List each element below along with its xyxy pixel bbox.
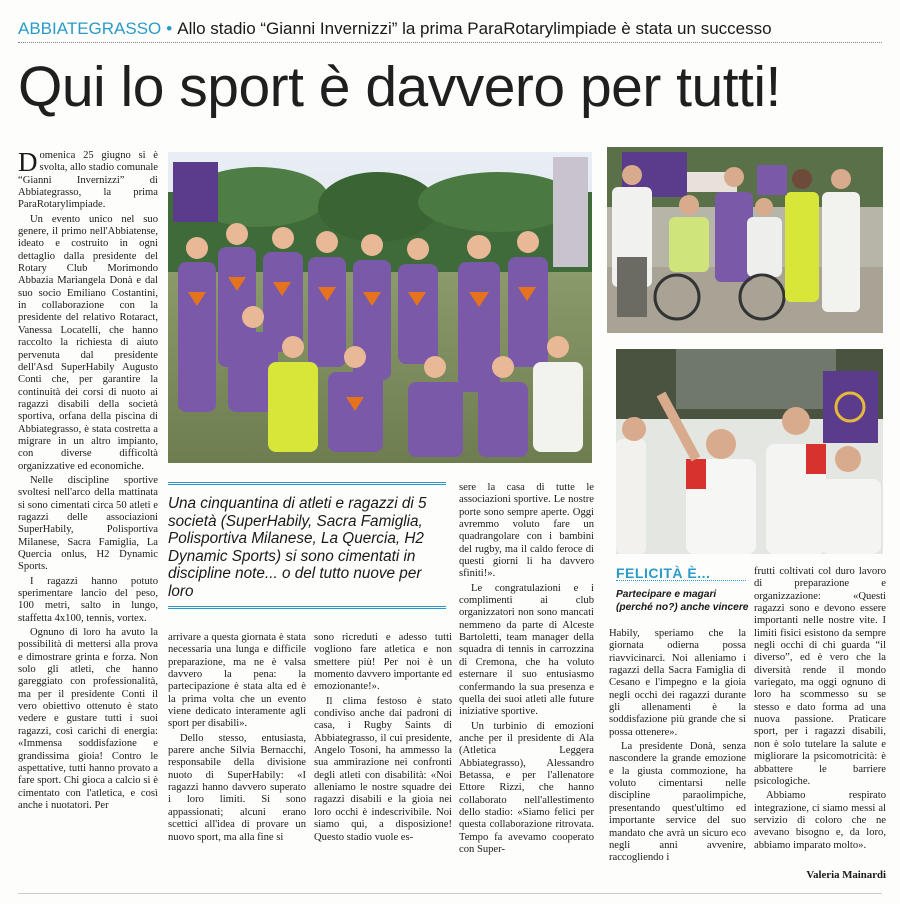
article-column-6 [754,566,886,852]
col6-paragraph-1: frutti coltivati col duro lavoro di preparazione e organizzazione: «Questi ragazzi sono e devono essere importanti nelle nostre vite. I limiti fisici esistono da sempre negli occhi di chi guarda “il diverso”, ed è vero che la diversità rende il mondo variegato, ma oggi ognuno di loro ha scommesso su se stesso e dato forma ad una nuova passione. Praticare sport, per i ragazzi disabili, non è solo tutelare la salute e migliorare la psicomotricità: è abbattere le barriere psicologiche. [754,566,886,787]
author-signature: Valeria Mainardi [806,869,886,881]
photo-wheelchair-athletes [607,147,883,333]
col4-paragraph-3: Un turbinio di emozioni anche per il presidente di Ala (Atletica Leggera Abbiategrasso), Alessandro Betassa, e per l'allenatore Ettore Rizzi, che hanno collaborato nell'allestimento dello stadio: «Siamo felici per questa collaborazione ritrovata. Tempo fa avevamo cooperato con Super- [459,720,594,855]
col3-paragraph-2: Il clima festoso è stato condiviso anche dai padroni di casa, i Rugby Saints di Abbiategrasso, il cui presidente, Angelo Tosoni, ha ammesso la sua ammirazione nei confronti degli atleti con disabilità: «Noi alleniamo le nostre squadre dei ragazzi disabili e la gioia nei loro occhi è indescrivibile. Noi siamo qui, a disposizione! Questo stadio vuole es- [314,695,452,843]
pull-quote-text: Una cinquantina di atleti e ragazzi di 5 società (SuperHabily, Sacra Famiglia, Polisportiva Milanese, La Quercia, H2 Dynamic Sports) si sono cimentati in discipline note... o del tutto nuove per loro [168,495,427,600]
kicker [18,18,888,40]
kicker-place: ABBIATEGRASSO [18,19,162,38]
kicker-separator: • [166,19,173,38]
kicker-subtitle: Allo stadio “Gianni Invernizzi” la prima ParaRotarylimpiade è stata un successo [177,19,772,38]
col5-paragraph-1: Habily, speriamo che la giornata odierna possa riavvicinarci. Noi alleniamo i ragazzi della Sacra Famiglia di Cesano e l'impegno e la gioia negli occhi dei ragazzi durante gli allenamenti è la soddisfazione più grande che si possa ottenere». [609,628,746,738]
dropcap: D [18,147,38,177]
col1-paragraph-2: Un evento unico nel suo genere, il primo nell'Abbiatense, ideato e costruito in ogni dettaglio dalla presidente del Rotary Club Morimondo Abbazia Mariangela Donà e dal suo socio Emiliano Costantini, in collaborazione con la presidente del relativo Rotaract, Vanessa Locatelli, che hanno raccolto la richiesta di aiuto pervenuta dal presidente dell'Asd SuperHabily Augusto Conti che, per garantire la continuità dei corsi di nuoto ai ragazzi disabili della società sportiva, orfana della piscina di Abbiategrasso, è stata costretta a migrare in un altro impianto, con diverse difficoltà organizzative ed economiche. [18,213,158,472]
photo-celebration [616,349,883,554]
col5-paragraph-2: La presidente Donà, senza nascondere la grande emozione e la giusta commozione, ha voluto cimentarsi nelle discipline paraolimpiche, presentando quest'ultimo ed importante service del suo mandato che avrà un sicuro eco negli anni avvenire, raccogliendo i [609,741,746,864]
article-column-3 [314,632,452,844]
pull-quote [168,482,446,609]
box-subtitle: Partecipare e magari (perché no?) anche vincere [616,589,749,613]
col1-paragraph-1: Domenica 25 giugno si è svolta, allo stadio comunale “Gianni Invernizzi” di Abbiategrasso, la prima ParaRotarylimpiade. [18,147,158,211]
box-divider [616,580,746,581]
box-title: FELICITÀ È... [616,565,711,581]
col1-paragraph-3: Nelle discipline sportive svoltesi nell'arco della mattinata si sono cimentati circa 50 atleti e ragazzi delle associazioni SuperHabily, Polisportiva Milanese, Sacra Famiglia, La Quercia onlus, H2 Dynamic Sports. [18,474,158,573]
col1-paragraph-5: Ognuno di loro ha avuto la possibilità di mettersi alla prova e dimostrare grinta e forza. Non solo gli atleti, che hanno gareggiato con professionalità, ma per il presidente Conti il vero obiettivo ottenuto è stato vedere e gustare tutti i suoi ragazzi, così carichi di energia: «Immensa soddisfazione e grandissima gioia! Contro le aspettative, tutti hanno provato a fare sport. Chi gioca a calcio si è cimentato con l'atletica, e così anche i nuotatori. Per [18,627,158,811]
col2-paragraph-1: arrivare a questa giornata è stata necessaria una lunga e difficile preparazione, ma ne è valsa davvero la pena: la partecipazione è stata alta ed è la prima volta che un evento viene dedicato interamente agli sport per disabili». [168,632,306,730]
article-column-1 [18,147,158,812]
col2-paragraph-2: Dello stesso, entusiasta, parere anche Silvia Bernacchi, responsabile della divisione nuoto di SuperHabily: «I ragazzi hanno davvero superato i loro limiti. Si sono appassionati; alcuni erano scettici all'idea di provare un nuovo sport, ma alla fine si [168,732,306,843]
col3-paragraph-1: sono ricreduti e adesso tutti vogliono fare atletica e non smettere più! Per noi è un momento davvero importante ed emozionante!». [314,632,452,693]
article-column-5 [609,628,746,865]
bottom-divider [18,893,882,894]
col1-paragraph-4: I ragazzi hanno potuto sperimentare lancio del peso, 100 metri, salto in lungo, staffetta 4x100, tennis, vortex. [18,575,158,624]
headline: Qui lo sport è davvero per tutti! [18,55,781,119]
col4-paragraph-1: sere la casa di tutte le associazioni sportive. Le nostre porte sono sempre aperte. Oggi avremmo voluto fare un quadrangolare con i bambini del rugby, ma il caldo feroce di questi giorni li ha davvero sfiniti!». [459,482,594,580]
col6-paragraph-2: Abbiamo respirato integrazione, ci siamo messi al servizio di coloro che ne avevano bisogno e, da loro, abbiamo imparato molto». [754,790,886,851]
kicker-divider [18,42,882,43]
article-column-2 [168,632,306,844]
col4-paragraph-2: Le congratulazioni e i complimenti ai club organizzatori non sono mancati nemmeno da parte di Alceste Bartoletti, team manager della squadra di tennis in carrozzina di Cremona, che ha voluto esternare il suo entusiasmo confermando la sua presenza e quella dei suoi atleti alle future iniziative sportive. [459,582,594,718]
main-photo [168,152,592,463]
article-column-4 [459,482,594,856]
